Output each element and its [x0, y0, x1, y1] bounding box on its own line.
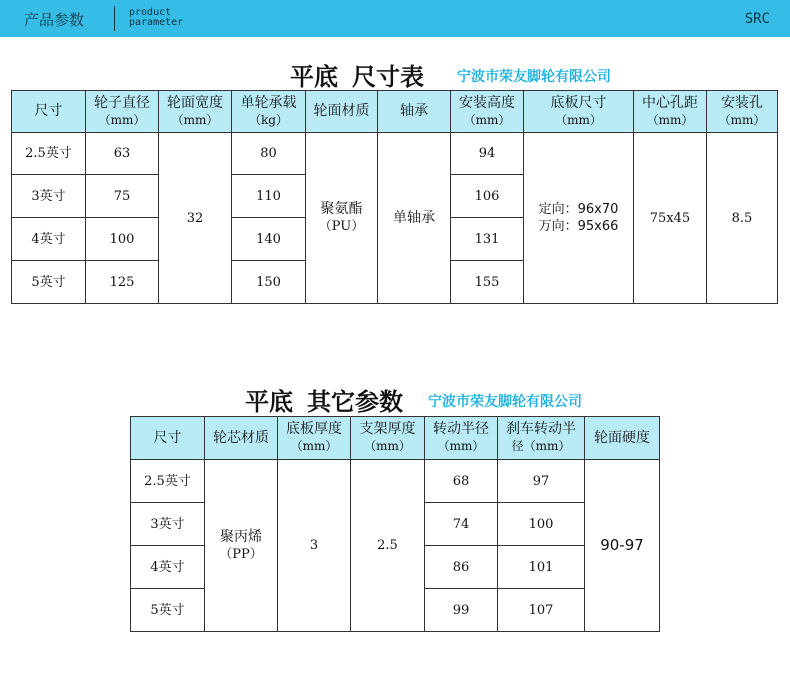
table2-header-cell: 底板厚度 （mm）: [278, 417, 351, 460]
core-material-cell: 聚丙烯 （PP）: [205, 460, 278, 632]
brake-radius-cell: 97: [498, 460, 585, 503]
diameter-cell: 63: [86, 133, 159, 175]
table1-header-cell: 单轮承载 （kg）: [232, 91, 306, 133]
height-cell: 155: [451, 261, 524, 304]
load-cell: 80: [232, 133, 306, 175]
width-cell: 32: [159, 133, 232, 304]
table1-header-cell: 底板尺寸 （mm）: [524, 91, 634, 133]
hardness-cell: 90-97: [585, 460, 660, 632]
header-subtitle-line1: product: [129, 7, 172, 18]
table1-header-cell: 轮子直径 （mm）: [86, 91, 159, 133]
diameter-cell: 125: [86, 261, 159, 304]
brake-radius-cell: 107: [498, 589, 585, 632]
table2-header-row: [131, 417, 660, 460]
height-cell: 94: [451, 133, 524, 175]
hole-distance-cell: 75x45: [634, 133, 707, 304]
table1-header-cell: 轴承: [378, 91, 451, 133]
table-row: [12, 133, 778, 175]
height-cell: 131: [451, 218, 524, 261]
size-cell: 5英寸: [12, 261, 86, 304]
table1-header-row: [12, 91, 778, 133]
turn-radius-cell: 68: [425, 460, 498, 503]
load-cell: 110: [232, 175, 306, 218]
table1-header-cell: 安装高度 （mm）: [451, 91, 524, 133]
brand-label: SRC: [744, 11, 770, 27]
table1-title-b: 尺寸表: [352, 63, 424, 91]
table1-title-a: 平底: [290, 63, 338, 91]
table2-header-cell: 轮芯材质: [205, 417, 278, 460]
table1-company: 宁波市荣友脚轮有限公司: [457, 69, 611, 85]
table1-header-cell: 中心孔距 （mm）: [634, 91, 707, 133]
load-cell: 150: [232, 261, 306, 304]
size-table: [11, 90, 778, 304]
diameter-cell: 100: [86, 218, 159, 261]
height-cell: 106: [451, 175, 524, 218]
brake-radius-cell: 100: [498, 503, 585, 546]
table1-header-cell: 轮面材质: [306, 91, 378, 133]
size-cell: 3英寸: [12, 175, 86, 218]
table1-header-cell: 轮面宽度 （mm）: [159, 91, 232, 133]
size-cell: 2.5英寸: [131, 460, 205, 503]
other-params-table: [130, 416, 660, 632]
plate-thickness-cell: 3: [278, 460, 351, 632]
turn-radius-cell: 86: [425, 546, 498, 589]
table-row: [131, 460, 660, 503]
turn-radius-cell: 99: [425, 589, 498, 632]
size-cell: 5英寸: [131, 589, 205, 632]
table2-header-cell: 刹车转动半 径（mm）: [498, 417, 585, 460]
load-cell: 140: [232, 218, 306, 261]
header-subtitle-line2: parameter: [129, 17, 184, 28]
table2-header-cell: 转动半径 （mm）: [425, 417, 498, 460]
material-cell: 聚氨酯 （PU）: [306, 133, 378, 304]
bracket-thickness-cell: 2.5: [351, 460, 425, 632]
table1-title: [290, 57, 424, 92]
size-cell: 4英寸: [12, 218, 86, 261]
header-divider: [114, 6, 115, 31]
header-bar: [0, 0, 790, 37]
size-cell: 2.5英寸: [12, 133, 86, 175]
bearing-cell: 单轴承: [378, 133, 451, 304]
brake-radius-cell: 101: [498, 546, 585, 589]
table2-company: 宁波市荣友脚轮有限公司: [428, 394, 582, 410]
turn-radius-cell: 74: [425, 503, 498, 546]
plate-size-cell: 定向：96x70 万向：95x66: [524, 133, 634, 304]
size-cell: 3英寸: [131, 503, 205, 546]
table1-header-cell: 尺寸: [12, 91, 86, 133]
table1-header-cell: 安装孔 （mm）: [707, 91, 778, 133]
table2-title: [245, 382, 403, 417]
table2-title-b: 其它参数: [307, 388, 403, 416]
mount-hole-cell: 8.5: [707, 133, 778, 304]
header-title: 产品参数: [24, 11, 85, 29]
diameter-cell: 75: [86, 175, 159, 218]
table2-header-cell: 轮面硬度: [585, 417, 660, 460]
table2-header-cell: 尺寸: [131, 417, 205, 460]
size-cell: 4英寸: [131, 546, 205, 589]
table2-header-cell: 支架厚度 （mm）: [351, 417, 425, 460]
table2-title-a: 平底: [245, 388, 293, 416]
